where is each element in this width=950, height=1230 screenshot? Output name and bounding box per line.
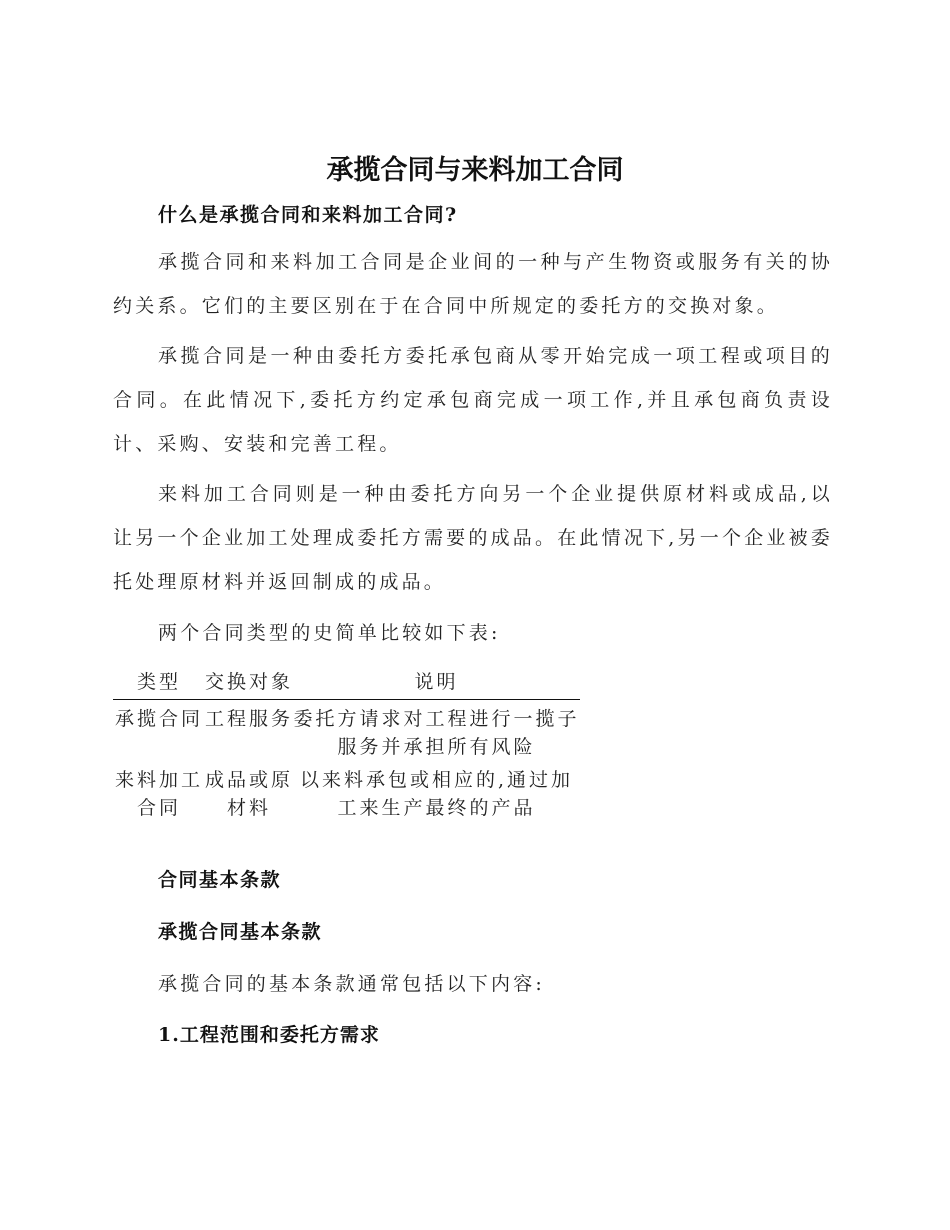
subheading-contracting-terms: 承揽合同基本条款	[158, 921, 323, 943]
paragraph-processing: 来料加工合同则是一种由委托方向另一个企业提供原材料或成品,以让另一个企业加工处理成委托方需要的成品。在此情况下,另一个企业被委托处理原材料并返回制成的成品。	[113, 483, 833, 593]
list-item-1: 1.工程范围和委托方需求	[158, 1024, 380, 1046]
cell-exchange-object: 工程服务	[205, 708, 294, 730]
cell-exchange-object: 成品或原材料	[205, 769, 294, 819]
section-heading-what-is: 什么是承揽合同和来料加工合同?	[158, 204, 458, 226]
section-heading-basic-terms: 合同基本条款	[158, 869, 282, 891]
header-description: 说明	[414, 671, 459, 693]
header-exchange-object: 交换对象	[205, 671, 294, 693]
table-header-row	[113, 668, 580, 700]
cell-description: 委托方请求对工程进行一揽子服务并承担所有风险	[293, 708, 580, 758]
paragraph-intro: 承揽合同和来料加工合同是企业间的一种与产生物资或服务有关的协约关系。它们的主要区别在于在合同中所规定的委托方的交换对象。	[113, 251, 833, 317]
table-intro-text: 两个合同类型的史简单比较如下表:	[158, 622, 501, 644]
header-type: 类型	[136, 671, 181, 693]
cell-description: 以来料承包或相应的,通过加工来生产最终的产品	[299, 769, 574, 819]
cell-type: 承揽合同	[114, 708, 203, 730]
terms-intro-text: 承揽合同的基本条款通常包括以下内容:	[158, 973, 546, 995]
table-row	[113, 761, 580, 822]
paragraph-contracting: 承揽合同是一种由委托方委托承包商从零开始完成一项工程或项目的合同。在此情况下,委托方约定承包商完成一项工作,并且承包商负责设计、采购、安装和完善工程。	[113, 345, 833, 455]
table-row	[113, 700, 580, 762]
document-title: 承揽合同与来料加工合同	[326, 155, 624, 186]
comparison-table	[113, 668, 580, 822]
cell-type: 来料加工合同	[114, 769, 203, 819]
